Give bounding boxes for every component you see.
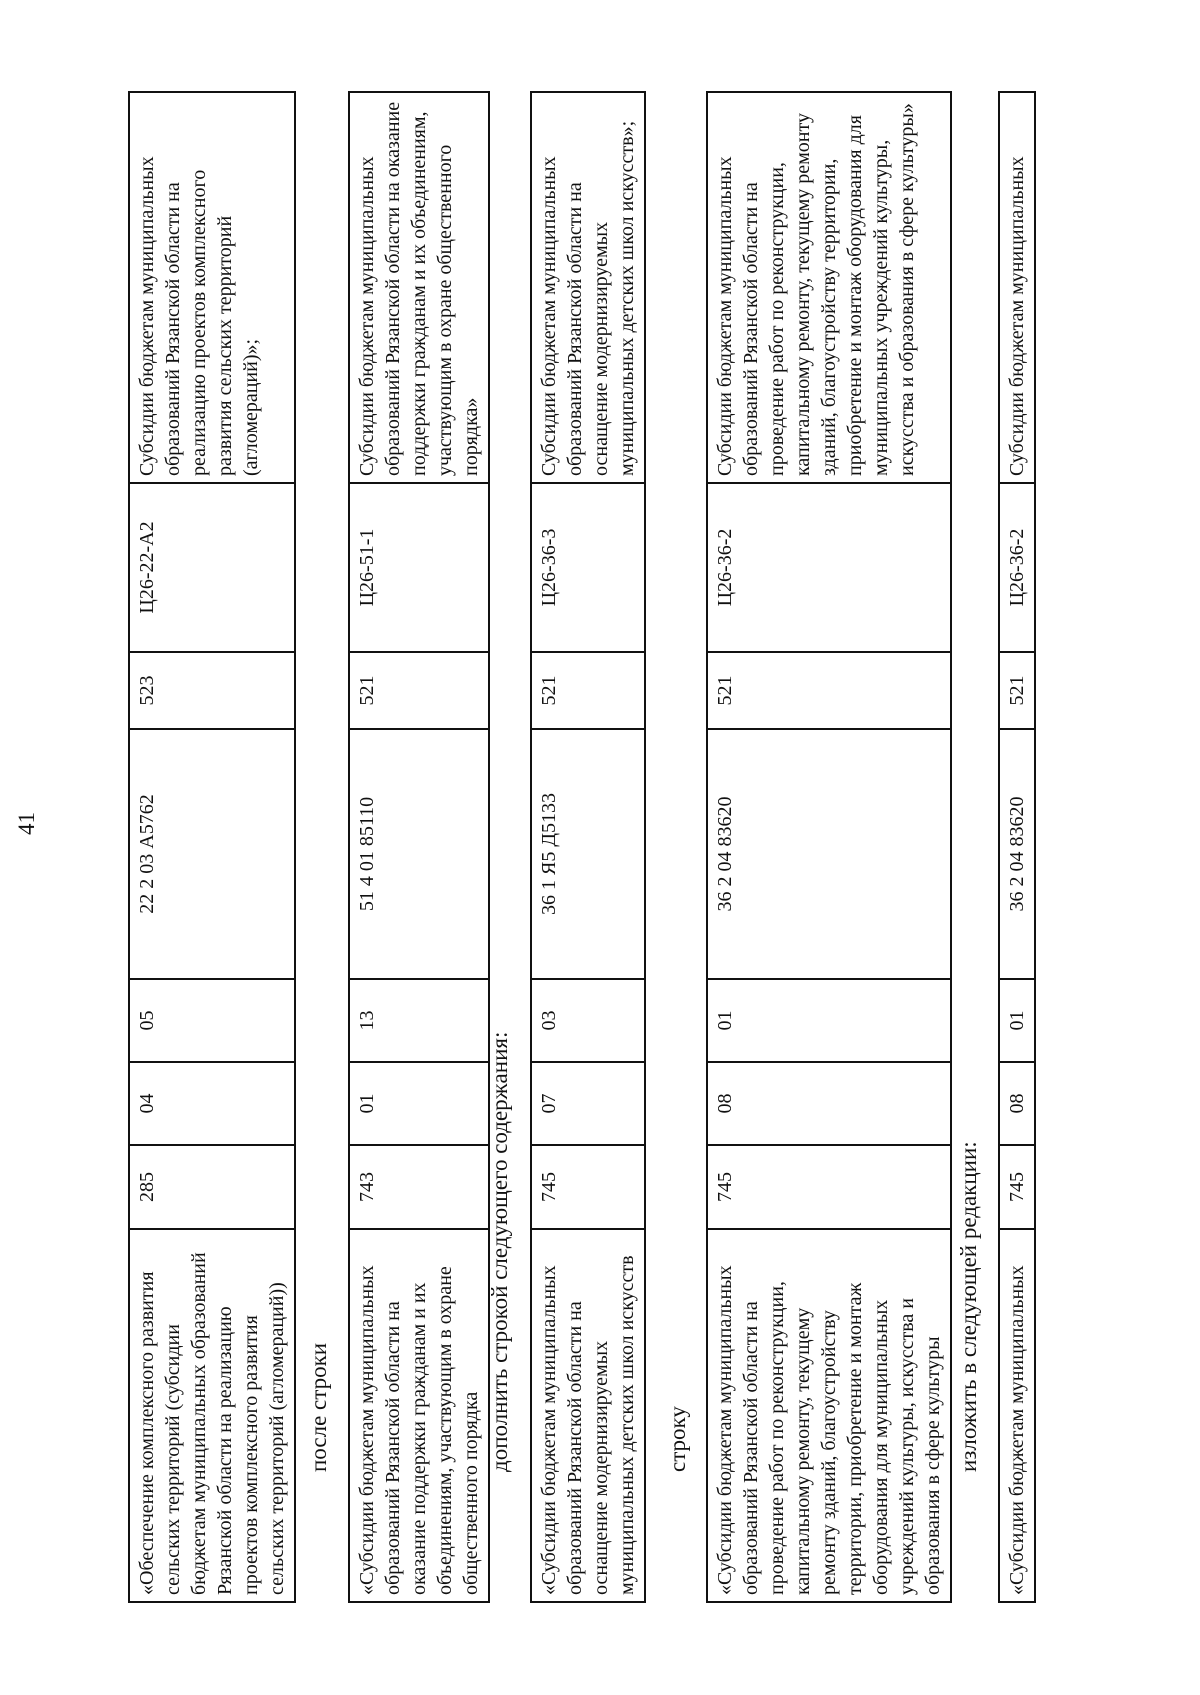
page-number: 41 [14,812,39,835]
row-name: «Субсидии бюджетам муниципальных образований Рязанской области на проведение работ по реконструкции, капитальному ремонту, текущему ремонту зданий, благоустройству территории, приобретение и монтаж оборудования для муниципальных учреждений культуры, искусства и образования в сфере культуры [707,1229,951,1602]
budget-table-5 [998,91,1036,1603]
budget-table-1 [128,91,296,1603]
ministry-code: 745 [999,1145,1035,1229]
instruction-restate: изложить в следующей редакции: [956,1141,981,1472]
budget-table-2 [348,91,490,1603]
section-code: 01 [349,1062,489,1145]
purpose-description: Субсидии бюджетам муниципальных образований Рязанской области на оснащение модернизируемых муниципальных детских школ искусств»; [531,92,645,483]
subsection-code: 13 [349,979,489,1062]
ministry-code: 285 [129,1145,295,1229]
section-code: 08 [707,1062,951,1145]
table-row [707,92,951,1602]
row-name: «Обеспечение комплексного развития сельских территорий (субсидии бюджетам муниципальных образований Рязанской области на реализацию проектов комплексного развития сельских территорий (агломераций)) [129,1229,295,1602]
instruction-row: строку [665,1406,690,1472]
target-article-code: 36 2 04 83620 [999,729,1035,979]
table-row [531,92,645,1602]
purpose-code: Ц26-36-3 [531,483,645,652]
purpose-code: Ц26-36-2 [707,483,951,652]
purpose-description: Субсидии бюджетам муниципальных образований Рязанской области на реализацию проектов комплексного развития сельских территорий (агломераций)»; [129,92,295,483]
purpose-description: Субсидии бюджетам муниципальных образований Рязанской области на оказание поддержки гражданам и их объединениям, участвующим в охране общественного порядка» [349,92,489,483]
ministry-code: 745 [707,1145,951,1229]
subsection-code: 01 [707,979,951,1062]
subsection-code: 05 [129,979,295,1062]
target-article-code: 22 2 03 А5762 [129,729,295,979]
ministry-code: 743 [349,1145,489,1229]
purpose-description: Субсидии бюджетам муниципальных [999,92,1035,483]
row-name: «Субсидии бюджетам муниципальных образований Рязанской области на оказание поддержки гражданам и их объединениям, участвующим в охране общественного порядка [349,1229,489,1602]
target-article-code: 36 2 04 83620 [707,729,951,979]
expense-type-code: 521 [999,652,1035,729]
subsection-code: 03 [531,979,645,1062]
purpose-code: Ц26-51-1 [349,483,489,652]
row-name: «Субсидии бюджетам муниципальных [999,1229,1035,1602]
expense-type-code: 521 [531,652,645,729]
purpose-description: Субсидии бюджетам муниципальных образований Рязанской области на проведение работ по реконструкции, капитальному ремонту, текущему ремонту зданий, благоустройству территории, приобретение и монтаж оборудования для муниципальных учреждений культуры, искусства и образования в сфере культуры» [707,92,951,483]
budget-table-4 [706,91,952,1603]
table-row [999,92,1035,1602]
table-row [349,92,489,1602]
ministry-code: 745 [531,1145,645,1229]
instruction-add-row: дополнить строкой следующего содержания: [487,1031,512,1472]
budget-table-3 [530,91,646,1603]
section-code: 08 [999,1062,1035,1145]
instruction-after-row: после строки [306,1342,331,1472]
expense-type-code: 521 [707,652,951,729]
table-row [129,92,295,1602]
section-code: 04 [129,1062,295,1145]
row-name: «Субсидии бюджетам муниципальных образований Рязанской области на оснащение модернизируемых муниципальных детских школ искусств [531,1229,645,1602]
section-code: 07 [531,1062,645,1145]
purpose-code: Ц26-36-2 [999,483,1035,652]
purpose-code: Ц26-22-А2 [129,483,295,652]
expense-type-code: 523 [129,652,295,729]
expense-type-code: 521 [349,652,489,729]
target-article-code: 51 4 01 85110 [349,729,489,979]
target-article-code: 36 1 Я5 Д5133 [531,729,645,979]
subsection-code: 01 [999,979,1035,1062]
